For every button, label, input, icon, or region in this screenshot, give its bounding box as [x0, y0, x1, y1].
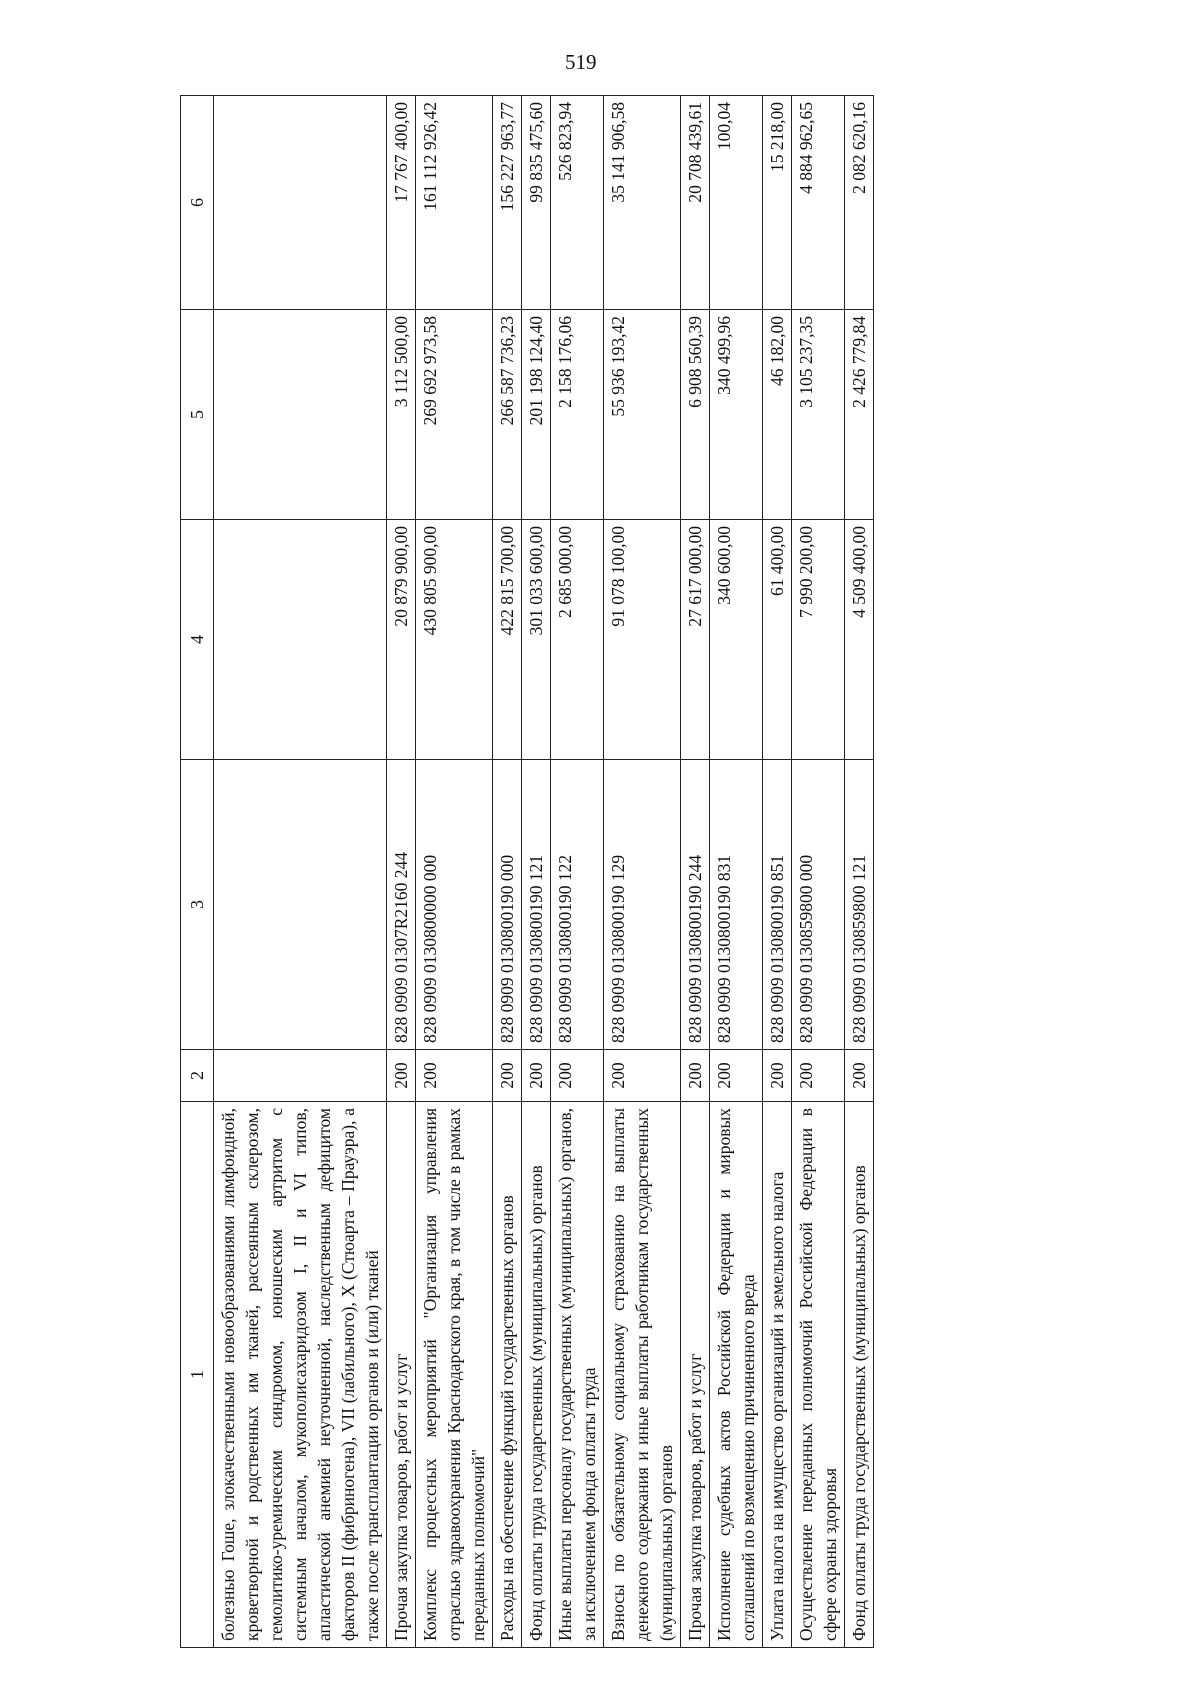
- row-name: Уплата налога на имущество организаций и земельного налога: [763, 1102, 792, 1648]
- col-header-3: 3: [181, 760, 214, 1050]
- table-row: [710, 96, 763, 1648]
- col-header-1: 1: [181, 1102, 214, 1648]
- table-row: [416, 96, 493, 1648]
- row-col6: 526 823,94: [551, 96, 604, 310]
- table-row: [551, 96, 604, 1648]
- row-kbk: 828 0909 0130800190 831: [710, 760, 763, 1050]
- row-col6: 4 884 962,65: [792, 96, 845, 310]
- row-code: [214, 1050, 387, 1102]
- row-col4: 20 879 900,00: [387, 520, 416, 760]
- rotated-table-container: [180, 96, 1105, 1648]
- row-col6: 20 708 439,61: [681, 96, 710, 310]
- row-kbk: 828 0909 0130859800 121: [845, 760, 874, 1050]
- row-col4: 422 815 700,00: [493, 520, 522, 760]
- row-code: 200: [387, 1050, 416, 1102]
- col-header-4: 4: [181, 520, 214, 760]
- row-kbk: 828 0909 0130800190 851: [763, 760, 792, 1050]
- row-col5: 46 182,00: [763, 310, 792, 520]
- row-name: Расходы на обеспечение функций государственных органов: [493, 1102, 522, 1648]
- row-name: Взносы по обязательному социальному страхованию на выплаты денежного содержания и иные выплаты работникам государственных (муниципальных) органов: [604, 1102, 681, 1648]
- table-row: [522, 96, 551, 1648]
- row-col5: 269 692 973,58: [416, 310, 493, 520]
- row-kbk: 828 0909 0130859800 000: [792, 760, 845, 1050]
- row-col6: 161 112 926,42: [416, 96, 493, 310]
- table-row: [214, 96, 387, 1648]
- row-code: 200: [551, 1050, 604, 1102]
- row-kbk: 828 0909 0130800190 122: [551, 760, 604, 1050]
- page-number: 519: [565, 50, 597, 74]
- row-col4: 91 078 100,00: [604, 520, 681, 760]
- row-name: Прочая закупка товаров, работ и услуг: [681, 1102, 710, 1648]
- row-code: 200: [522, 1050, 551, 1102]
- header-row: [181, 96, 214, 1648]
- row-col6: 156 227 963,77: [493, 96, 522, 310]
- row-col4: 4 509 400,00: [845, 520, 874, 760]
- row-name: Прочая закупка товаров, работ и услуг: [387, 1102, 416, 1648]
- row-name: Фонд оплаты труда государственных (муниципальных) органов: [522, 1102, 551, 1648]
- row-col4: 340 600,00: [710, 520, 763, 760]
- row-col6: 35 141 906,58: [604, 96, 681, 310]
- row-code: 200: [681, 1050, 710, 1102]
- row-kbk: 828 0909 0130800190 244: [681, 760, 710, 1050]
- row-col5: 340 499,96: [710, 310, 763, 520]
- table-row: [681, 96, 710, 1648]
- row-col5: 55 936 193,42: [604, 310, 681, 520]
- table-row: [493, 96, 522, 1648]
- row-col6: 15 218,00: [763, 96, 792, 310]
- row-col4: 61 400,00: [763, 520, 792, 760]
- row-kbk: 828 0909 01307R2160 244: [387, 760, 416, 1050]
- row-code: 200: [493, 1050, 522, 1102]
- row-code: 200: [604, 1050, 681, 1102]
- row-code: 200: [845, 1050, 874, 1102]
- row-kbk: 828 0909 0130800000 000: [416, 760, 493, 1050]
- row-col5: [214, 310, 387, 520]
- row-col4: 301 033 600,00: [522, 520, 551, 760]
- row-code: 200: [792, 1050, 845, 1102]
- row-name: Комплекс процессных мероприятий "Организация управления отраслью здравоохранения Краснодарского края, в том числе в рамках переданных полномочий": [416, 1102, 493, 1648]
- row-name: болезнью Гоше, злокачественными новообразованиями лимфоидной, кроветворной и родственных им тканей, рассеянным склерозом, гемолитико-уремическим синдромом, юношеским артритом с системным началом, мукополисахаридозом I, II и VI типов, апластической анемией неуточненной, наследственным дефицитом факторов II (фибриногена), VII (лабильного), X (Стюарта – Прауэра), а также после трансплантации органов и (или) тканей: [214, 1102, 387, 1648]
- table-row: [604, 96, 681, 1648]
- row-kbk: 828 0909 0130800190 129: [604, 760, 681, 1050]
- row-col6: 2 082 620,16: [845, 96, 874, 310]
- table-row: [792, 96, 845, 1648]
- table-row: [845, 96, 874, 1648]
- row-col5: 3 112 500,00: [387, 310, 416, 520]
- row-col4: 2 685 000,00: [551, 520, 604, 760]
- row-col5: 3 105 237,35: [792, 310, 845, 520]
- row-code: 200: [416, 1050, 493, 1102]
- row-kbk: 828 0909 0130800190 000: [493, 760, 522, 1050]
- row-col5: 266 587 736,23: [493, 310, 522, 520]
- col-header-6: 6: [181, 96, 214, 310]
- table-row: [387, 96, 416, 1648]
- row-col4: 27 617 000,00: [681, 520, 710, 760]
- row-name: Иные выплаты персоналу государственных (муниципальных) органов, за исключением фонда оплаты труда: [551, 1102, 604, 1648]
- row-col6: [214, 96, 387, 310]
- row-col4: 430 805 900,00: [416, 520, 493, 760]
- col-header-2: 2: [181, 1050, 214, 1102]
- row-col5: 2 158 176,06: [551, 310, 604, 520]
- row-code: 200: [763, 1050, 792, 1102]
- row-name: Исполнение судебных актов Российской Федерации и мировых соглашений по возмещению причиненного вреда: [710, 1102, 763, 1648]
- row-col6: 100,04: [710, 96, 763, 310]
- row-name: Осуществление переданных полномочий Российской Федерации в сфере охраны здоровья: [792, 1102, 845, 1648]
- row-col5: 2 426 779,84: [845, 310, 874, 520]
- row-kbk: 828 0909 0130800190 121: [522, 760, 551, 1050]
- row-col5: 6 908 560,39: [681, 310, 710, 520]
- row-col6: 17 767 400,00: [387, 96, 416, 310]
- budget-table: [180, 95, 874, 1648]
- row-col5: 201 198 124,40: [522, 310, 551, 520]
- row-col4: [214, 520, 387, 760]
- table-row: [763, 96, 792, 1648]
- col-header-5: 5: [181, 310, 214, 520]
- row-kbk: [214, 760, 387, 1050]
- row-code: 200: [710, 1050, 763, 1102]
- row-col4: 7 990 200,00: [792, 520, 845, 760]
- row-name: Фонд оплаты труда государственных (муниципальных) органов: [845, 1102, 874, 1648]
- row-col6: 99 835 475,60: [522, 96, 551, 310]
